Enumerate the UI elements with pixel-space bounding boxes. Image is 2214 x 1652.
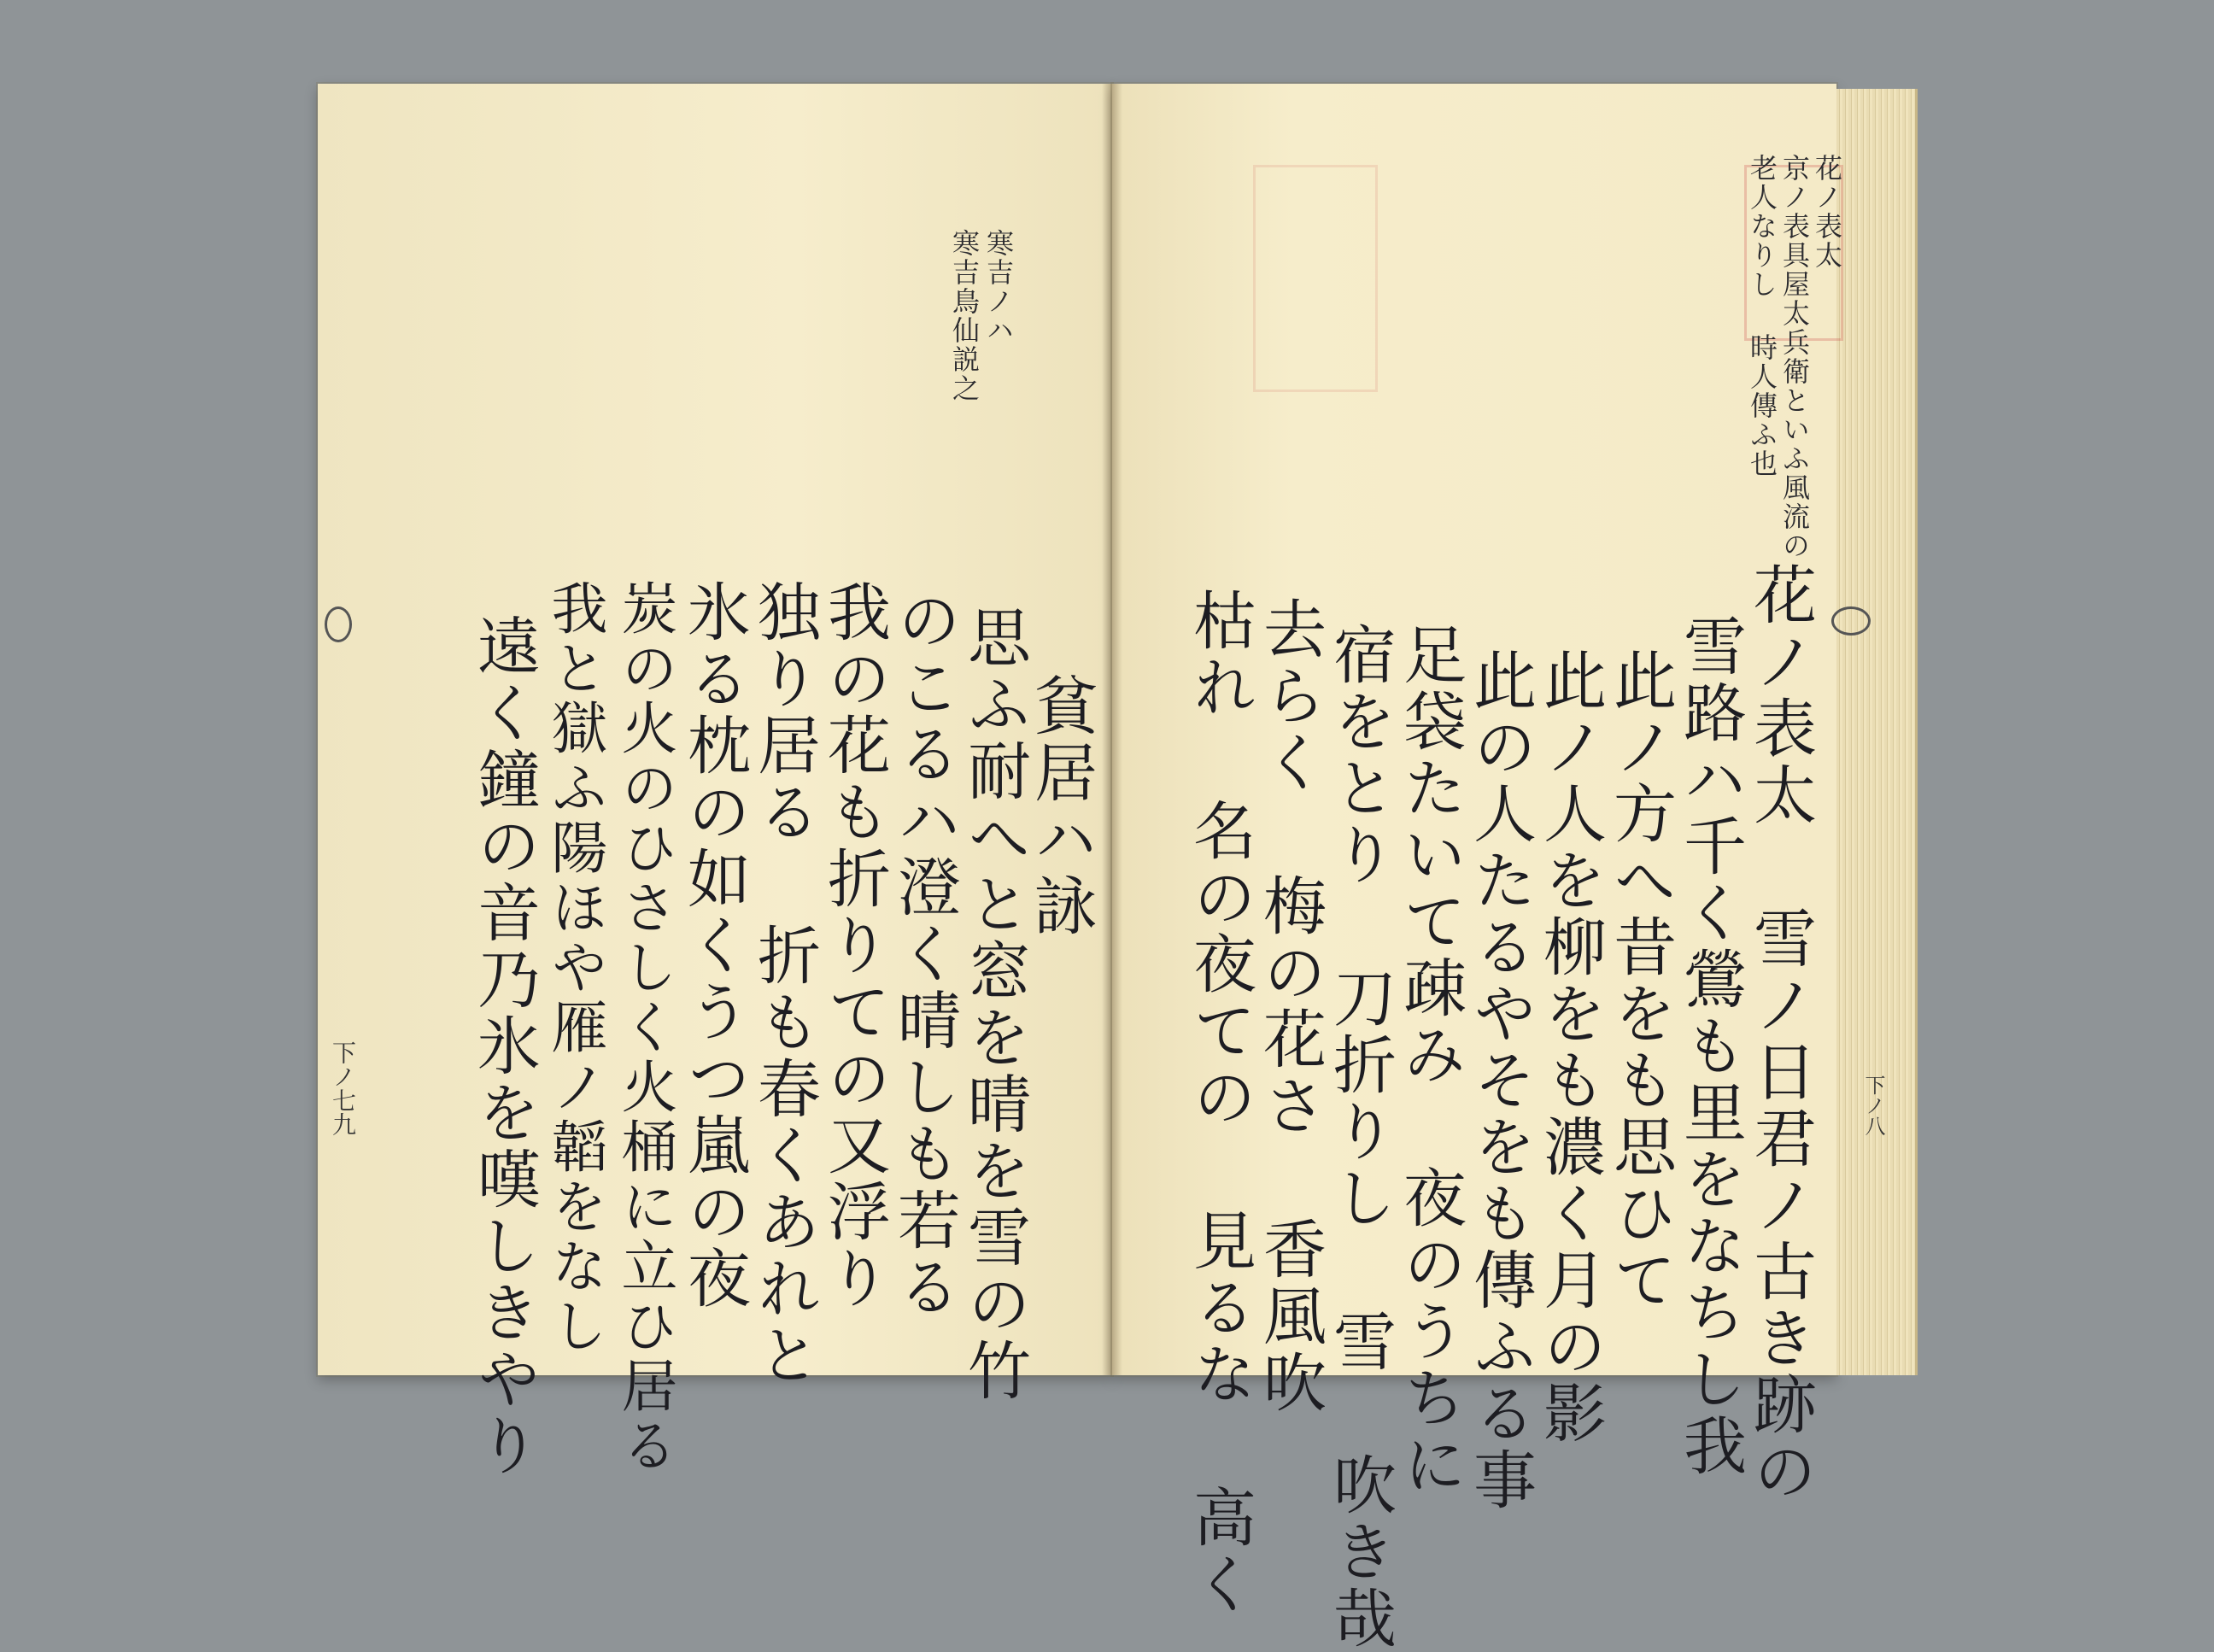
annotation-line: 寒吉鳥仙説之 bbox=[948, 229, 981, 403]
open-book bbox=[318, 84, 1920, 1652]
text-column: 去らく 梅の花さ 香風吹 bbox=[1253, 596, 1327, 1416]
binding-hole-marker bbox=[325, 606, 352, 642]
text-column: 宿をとり 刀折りし 雪 吹き哉 bbox=[1323, 622, 1397, 1652]
annotation-title: 寒吉ノハ bbox=[982, 229, 1015, 345]
side-slip-label: 下ノ八 bbox=[1861, 1075, 1885, 1136]
text-column: のこるハ澄く晴しも若る bbox=[887, 588, 961, 1321]
annotation-title: 花ノ表太 bbox=[1811, 154, 1843, 270]
annotation-line: 京ノ表具屋太兵衛といふ風流の bbox=[1778, 154, 1811, 560]
text-column: 此ノ人を柳をも濃く月の影 bbox=[1533, 647, 1607, 1447]
section-heading: 貧居ハ詠 bbox=[1024, 673, 1098, 940]
book-gutter bbox=[1102, 84, 1122, 1375]
text-column: 氷る枕の如くうつ嵐の夜 bbox=[677, 579, 751, 1312]
text-column: 雪路ハ千く鶯も里をなちし我 bbox=[1673, 613, 1747, 1479]
text-column: 花ノ表太 雪ノ日君ノ古き跡の bbox=[1743, 562, 1817, 1505]
text-column: 遠く鐘の音乃氷を嘆しきやり bbox=[467, 613, 541, 1479]
text-column: 此の人たるやそをも傳ふる事 bbox=[1463, 647, 1537, 1514]
text-column: 枯れ 名の夜ての 見るな 高く bbox=[1183, 588, 1256, 1618]
seal-show-through bbox=[1253, 165, 1378, 392]
page-edges bbox=[1836, 89, 1918, 1375]
text-column: 独り居る 折も春くあれと bbox=[747, 579, 821, 1389]
text-column: 我の花も折りての又浮り bbox=[817, 579, 891, 1312]
text-column: 我と獄ふ陽ほや雁ノ韜をなし bbox=[542, 579, 607, 1356]
annotation-line: 老人なりし 時人傳ふ也 bbox=[1746, 154, 1778, 478]
text-column: 炭の火のひさしく火桶に立ひ居る bbox=[612, 579, 677, 1476]
text-column: 思ふ耐へと窓を晴を雪の竹 bbox=[958, 605, 1031, 1404]
text-column: 足袋たいて疎み 夜のうちに bbox=[1393, 622, 1467, 1498]
show-through-text bbox=[454, 144, 483, 425]
binding-hole-marker bbox=[1831, 606, 1871, 636]
text-column: 此ノ方へ昔をも思ひて bbox=[1603, 647, 1677, 1314]
folio-number: 下ノ七九 bbox=[329, 1040, 357, 1136]
